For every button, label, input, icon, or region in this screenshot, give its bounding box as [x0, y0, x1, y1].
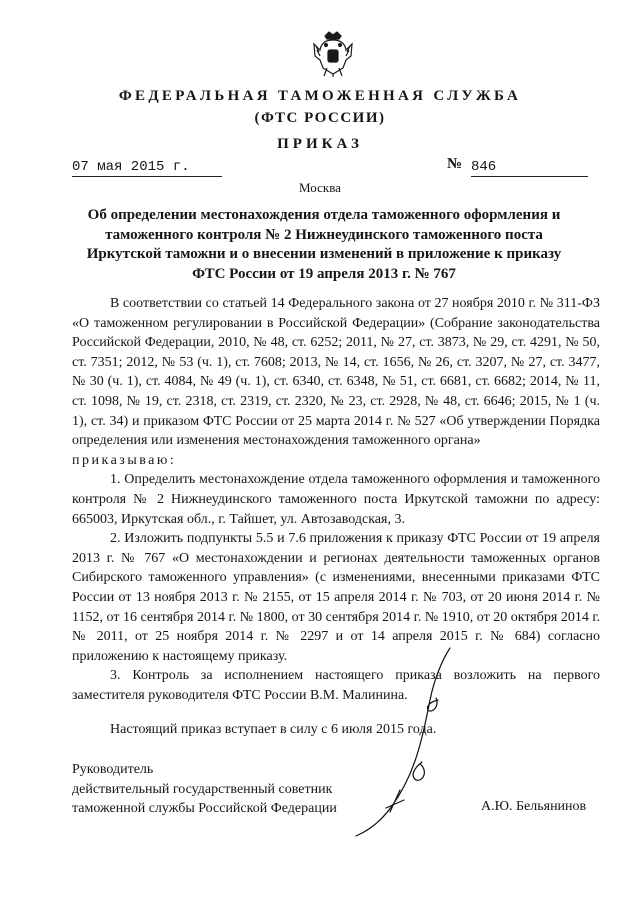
signatory-rank-cont: таможенной службы Российской Федерации [72, 801, 337, 817]
signatory-name: А.Ю. Бельянинов [481, 799, 587, 814]
title-line: Об определении местонахождения отдела таможенного оформления и [87, 207, 561, 223]
title-line: ФТС России от 19 апреля 2013 г. № 767 [192, 265, 456, 282]
handwritten-signature [330, 640, 470, 840]
preamble-paragraph: В соответствии со статьей 14 Федерального закона от 27 ноября 2010 г. № 311-ФЗ «О таможенном регулировании в Российской Федерации» (Собрание законодательства Российской Федерации, 2010, № 48, ст. 6252; 2011, № 27, ст. 3873, № 29, ст. 4291, № 50, ст. 7351; 2012, № 53 (ч. 1), ст. 7608; 2013, № 14, ст. 1656, № 26, ст. 3207, № 27, ст. 3477, № 30 (ч. 1), ст. 4084, № 49 (ч. 1), ст. 6340, ст. 6348, № 51, ст. 6681, ст. 6682; 2014, № 11, ст. 1098, № 19, ст. 2318, ст. 2319, ст. 2320, № 23, ст. 2928, № 48, ст. 6646; 2015, № 1 (ч. 1), ст. 34) и приказом ФТС России от 25 марта 2014 г. № 527 «Об утверждении Порядка определения или изменения местонахождения таможенного органа» [72, 296, 600, 449]
effective-date-paragraph: Настоящий приказ вступает в силу с 6 июля 2015 года. [110, 722, 437, 738]
order-date: 07 мая 2015 г. [72, 159, 222, 177]
item-3: 3. Контроль за исполнением настоящего приказа возложить на первого заместителя руководителя ФТС России В.М. Малинина. [72, 668, 600, 703]
item-1: 1. Определить местонахождение отдела таможенного оформления и таможенного контроля № 2 Нижнеудинского таможенного поста Иркутской таможни по адресу: 665003, Иркутская обл., г. Тайшет, ул. Автозаводская, 3. [72, 472, 600, 527]
number-sign: № [447, 156, 463, 172]
title-line: Иркутской таможни и о внесении изменений в приложение к приказу [86, 246, 562, 263]
document-type: ПРИКАЗ [277, 136, 363, 152]
agency-name: ФЕДЕРАЛЬНАЯ ТАМОЖЕННАЯ СЛУЖБА [118, 88, 522, 104]
title-line: таможенного контроля № 2 Нижнеудинского таможенного поста [105, 226, 543, 243]
order-number: 846 [471, 159, 588, 177]
order-title [80, 206, 568, 284]
coat-of-arms-icon [311, 30, 355, 78]
order-directive: приказываю: [72, 452, 177, 468]
item-2: 2. Изложить подпункты 5.5 и 7.6 приложения к приказу ФТС России от 19 апреля 2013 г. № 767 «О местонахождении и регионах деятельности таможенных органов Сибирского таможенного управления» (с изменениями, внесенными приказами ФТС России от 13 ноября 2013 г. № 2155, от 15 апреля 2014 г. № 703, от 20 июня 2014 г. № 1152, от 16 сентября 2014 г. № 1800, от 30 сентября 2014 г. № 1910, от 20 октября 2014 г. № 2011, от 25 ноября 2014 г. № 2297 и от 14 апреля 2015 г. № 684) согласно приложению к настоящему приказу. [72, 531, 600, 664]
signatory-position: Руководитель [72, 762, 154, 777]
signatory-title [72, 760, 337, 819]
signatory-rank: действительный государственный советник [72, 781, 333, 797]
city: Москва [299, 180, 341, 195]
agency-abbreviation: (ФТС РОССИИ) [254, 110, 386, 126]
